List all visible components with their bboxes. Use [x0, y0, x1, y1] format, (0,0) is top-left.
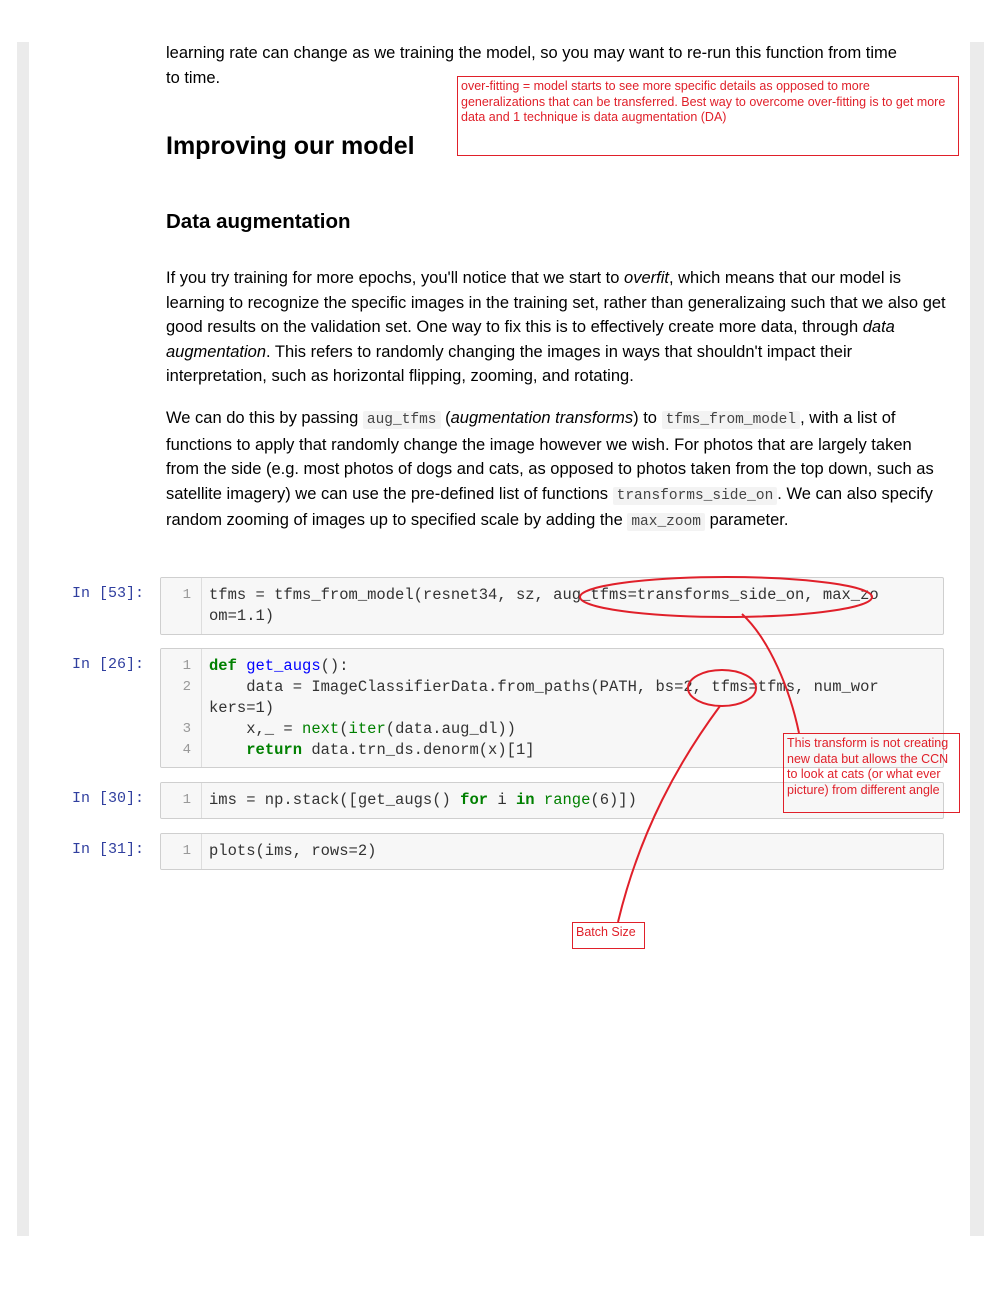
line-number: 2	[182, 679, 191, 695]
para1-text-c: . This refers to randomly changing the images in ways that shouldn't impact their interpretation, such as horizontal flipping, zooming, and rotating.	[166, 342, 853, 386]
para2-text-a: We can do this by passing	[166, 409, 363, 427]
keyword-def: def	[209, 657, 237, 675]
batch-size-note: Batch Size	[572, 922, 645, 949]
cell-26-prompt: In [26]:	[72, 656, 145, 673]
intro-line-1: learning rate can change as we training the model, so you may want to re-run this function from time	[166, 44, 897, 62]
code-cell-53[interactable]	[160, 577, 944, 635]
intro-line-2: to time.	[166, 68, 221, 87]
line-number-gutter	[161, 783, 202, 818]
inline-code-tfms-from-model: tfms_from_model	[662, 411, 801, 429]
code-text	[535, 791, 544, 809]
keyword-in: in	[515, 791, 535, 809]
line-number: 1	[182, 658, 191, 674]
page-gutter-right	[970, 42, 984, 1236]
code-cell-31[interactable]	[160, 833, 944, 870]
inline-code-transforms-side-on: transforms_side_on	[613, 487, 778, 505]
code-text: ims = np.stack([get_augs()	[209, 791, 461, 809]
line-number-gutter	[161, 578, 202, 634]
code-line-4	[209, 741, 535, 759]
para2-text-b: (	[440, 409, 451, 427]
page-gutter-left	[17, 42, 29, 1236]
code-line-1	[209, 791, 637, 809]
line-number: 1	[182, 843, 191, 859]
cell-30-prompt: In [30]:	[72, 790, 145, 807]
line-number: 1	[182, 792, 191, 808]
code-text: i	[488, 791, 516, 809]
para2-text-c: ) to	[633, 409, 662, 427]
paragraph-aug-tfms	[166, 406, 946, 535]
code-text: (6)])	[590, 791, 637, 809]
keyword-return: return	[246, 741, 303, 759]
line-number: 3	[182, 721, 191, 737]
code-line-1: plots(ims, rows=2)	[209, 842, 377, 860]
code-line-1	[209, 657, 349, 675]
inline-code-aug-tfms: aug_tfms	[363, 411, 441, 429]
line-number: 4	[182, 742, 191, 758]
subsection-title: Data augmentation	[166, 210, 351, 233]
cell-53-prompt: In [53]:	[72, 585, 145, 602]
para2-text-e: . We can also specify random zooming of images up to specified scale by adding the	[166, 484, 933, 530]
overfitting-note: over-fitting = model starts to see more specific details as opposed to more generalizations that can be transferred. Best way to overcome over-fitting is to get more data and 1 technique is data augmentation (DA)	[457, 76, 959, 156]
code-line-1: tfms = tfms_from_model(resnet34, sz, aug_tfms=transforms_side_on, max_zo	[209, 586, 879, 604]
para1-text-b: , which means that our model is learning to recognize the specific images in the training set, rather than generalizaing such that we also get good results on the validation set. One way to fix this is to effectively create more data, through	[166, 269, 946, 337]
line-number: 1	[182, 587, 191, 603]
para2-text-f: parameter.	[704, 511, 789, 530]
line-number-gutter	[161, 834, 202, 869]
code-line-2: data = ImageClassifierData.from_paths(PATH, bs=2, tfms=tfms, num_wor	[209, 678, 879, 696]
builtin-range: range	[543, 791, 591, 809]
line-number-gutter	[161, 649, 202, 767]
cell-31-prompt: In [31]:	[72, 841, 145, 858]
section-title: Improving our model	[166, 132, 415, 160]
overfit-term: overfit	[624, 269, 669, 287]
code-text: (	[339, 720, 349, 738]
transform-note: This transform is not creating new data but allows the CCN to look at cats (or what ever picture) from different angle	[783, 733, 960, 813]
code-text: x,_ =	[209, 720, 303, 738]
paragraph-overfit	[166, 266, 946, 389]
keyword-for: for	[460, 791, 489, 809]
data-augmentation-term: data augmentation	[166, 318, 895, 361]
para1-text-a: If you try training for more epochs, you'll notice that we start to	[166, 269, 625, 287]
code-line-3	[209, 720, 516, 738]
code-text: ():	[320, 657, 349, 675]
inline-code-max-zoom: max_zoom	[627, 513, 705, 531]
code-text: (data.aug_dl))	[385, 720, 516, 738]
builtin-next: next	[302, 720, 340, 738]
code-text: data.trn_ds.denorm(x)[1]	[302, 741, 535, 759]
code-line-1-wrap: om=1.1)	[209, 607, 275, 625]
augmentation-transforms-term: augmentation transforms	[450, 409, 634, 427]
para2-text-d: , with a list of functions to apply that randomly change the image however we wish. For photos that are largely taken from the side (e.g. most photos of dogs and cats, as opposed to photos taken from the top down, such as satellite imagery) we can use the pre-defined list of functions	[166, 409, 934, 503]
code-line-2-wrap: kers=1)	[209, 699, 275, 717]
builtin-iter: iter	[348, 720, 386, 738]
function-name: get_augs	[236, 657, 321, 675]
